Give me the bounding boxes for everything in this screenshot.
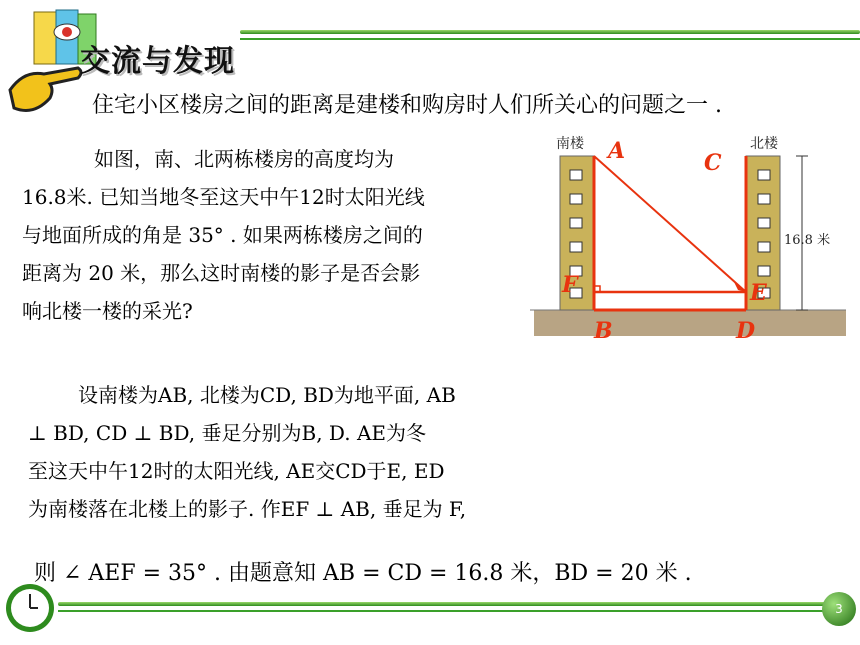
height-label: 16.8 米 (784, 233, 831, 248)
intro-text: 住宅小区楼房之间的距离是建楼和购房时人们所关心的问题之一 . (92, 93, 722, 118)
pointing-hand-icon (4, 50, 84, 120)
solution-final: 则 ∠ AEF = 35° . 由题意知 AB = CD = 16.8 米，BD = 20 米 . (34, 561, 692, 586)
clock-icon (4, 582, 56, 634)
header-rule (240, 30, 860, 34)
point-d: D (736, 318, 756, 344)
building-diagram (530, 128, 850, 348)
point-f: F (562, 272, 578, 298)
header-rule-thin (240, 38, 860, 40)
problem-line: 与地面所成的角是 35° . 如果两栋楼房之间的 (22, 223, 423, 247)
page-number-badge[interactable] (822, 592, 856, 626)
solution-line: 至这天中午12时的太阳光线, AE交CD于E, ED (28, 459, 445, 483)
solution-line: 设南楼为AB, 北楼为CD, BD为地平面, AB (78, 383, 456, 407)
page-number: 3 (835, 602, 843, 616)
footer-rule (58, 602, 828, 606)
ground (534, 310, 846, 336)
footer-rule-thin (58, 610, 828, 612)
solution-line: 为南楼落在北楼上的影子. 作EF ⊥ AB, 垂足为 F, (28, 497, 467, 521)
point-e: E (750, 280, 767, 306)
problem-text (22, 140, 522, 330)
point-a: A (608, 138, 626, 164)
solution-text (28, 376, 588, 528)
problem-line: 16.8米. 已知当地冬至这天中午12时太阳光线 (22, 185, 425, 209)
problem-line: 距离为 20 米，那么这时南楼的影子是否会影 (22, 261, 421, 285)
point-b: B (594, 318, 613, 344)
south-label: 南楼 (556, 136, 584, 152)
solution-line: ⊥ BD, CD ⊥ BD, 垂足分别为B, D. AE为冬 (28, 421, 426, 445)
diagram-svg (530, 128, 850, 348)
north-label: 北楼 (750, 136, 778, 152)
problem-line: 如图，南、北两栋楼房的高度均为 (94, 147, 394, 171)
point-c: C (704, 150, 722, 176)
page-title: 交流与发现 (80, 44, 235, 79)
problem-line: 响北楼一楼的采光? (22, 299, 193, 323)
